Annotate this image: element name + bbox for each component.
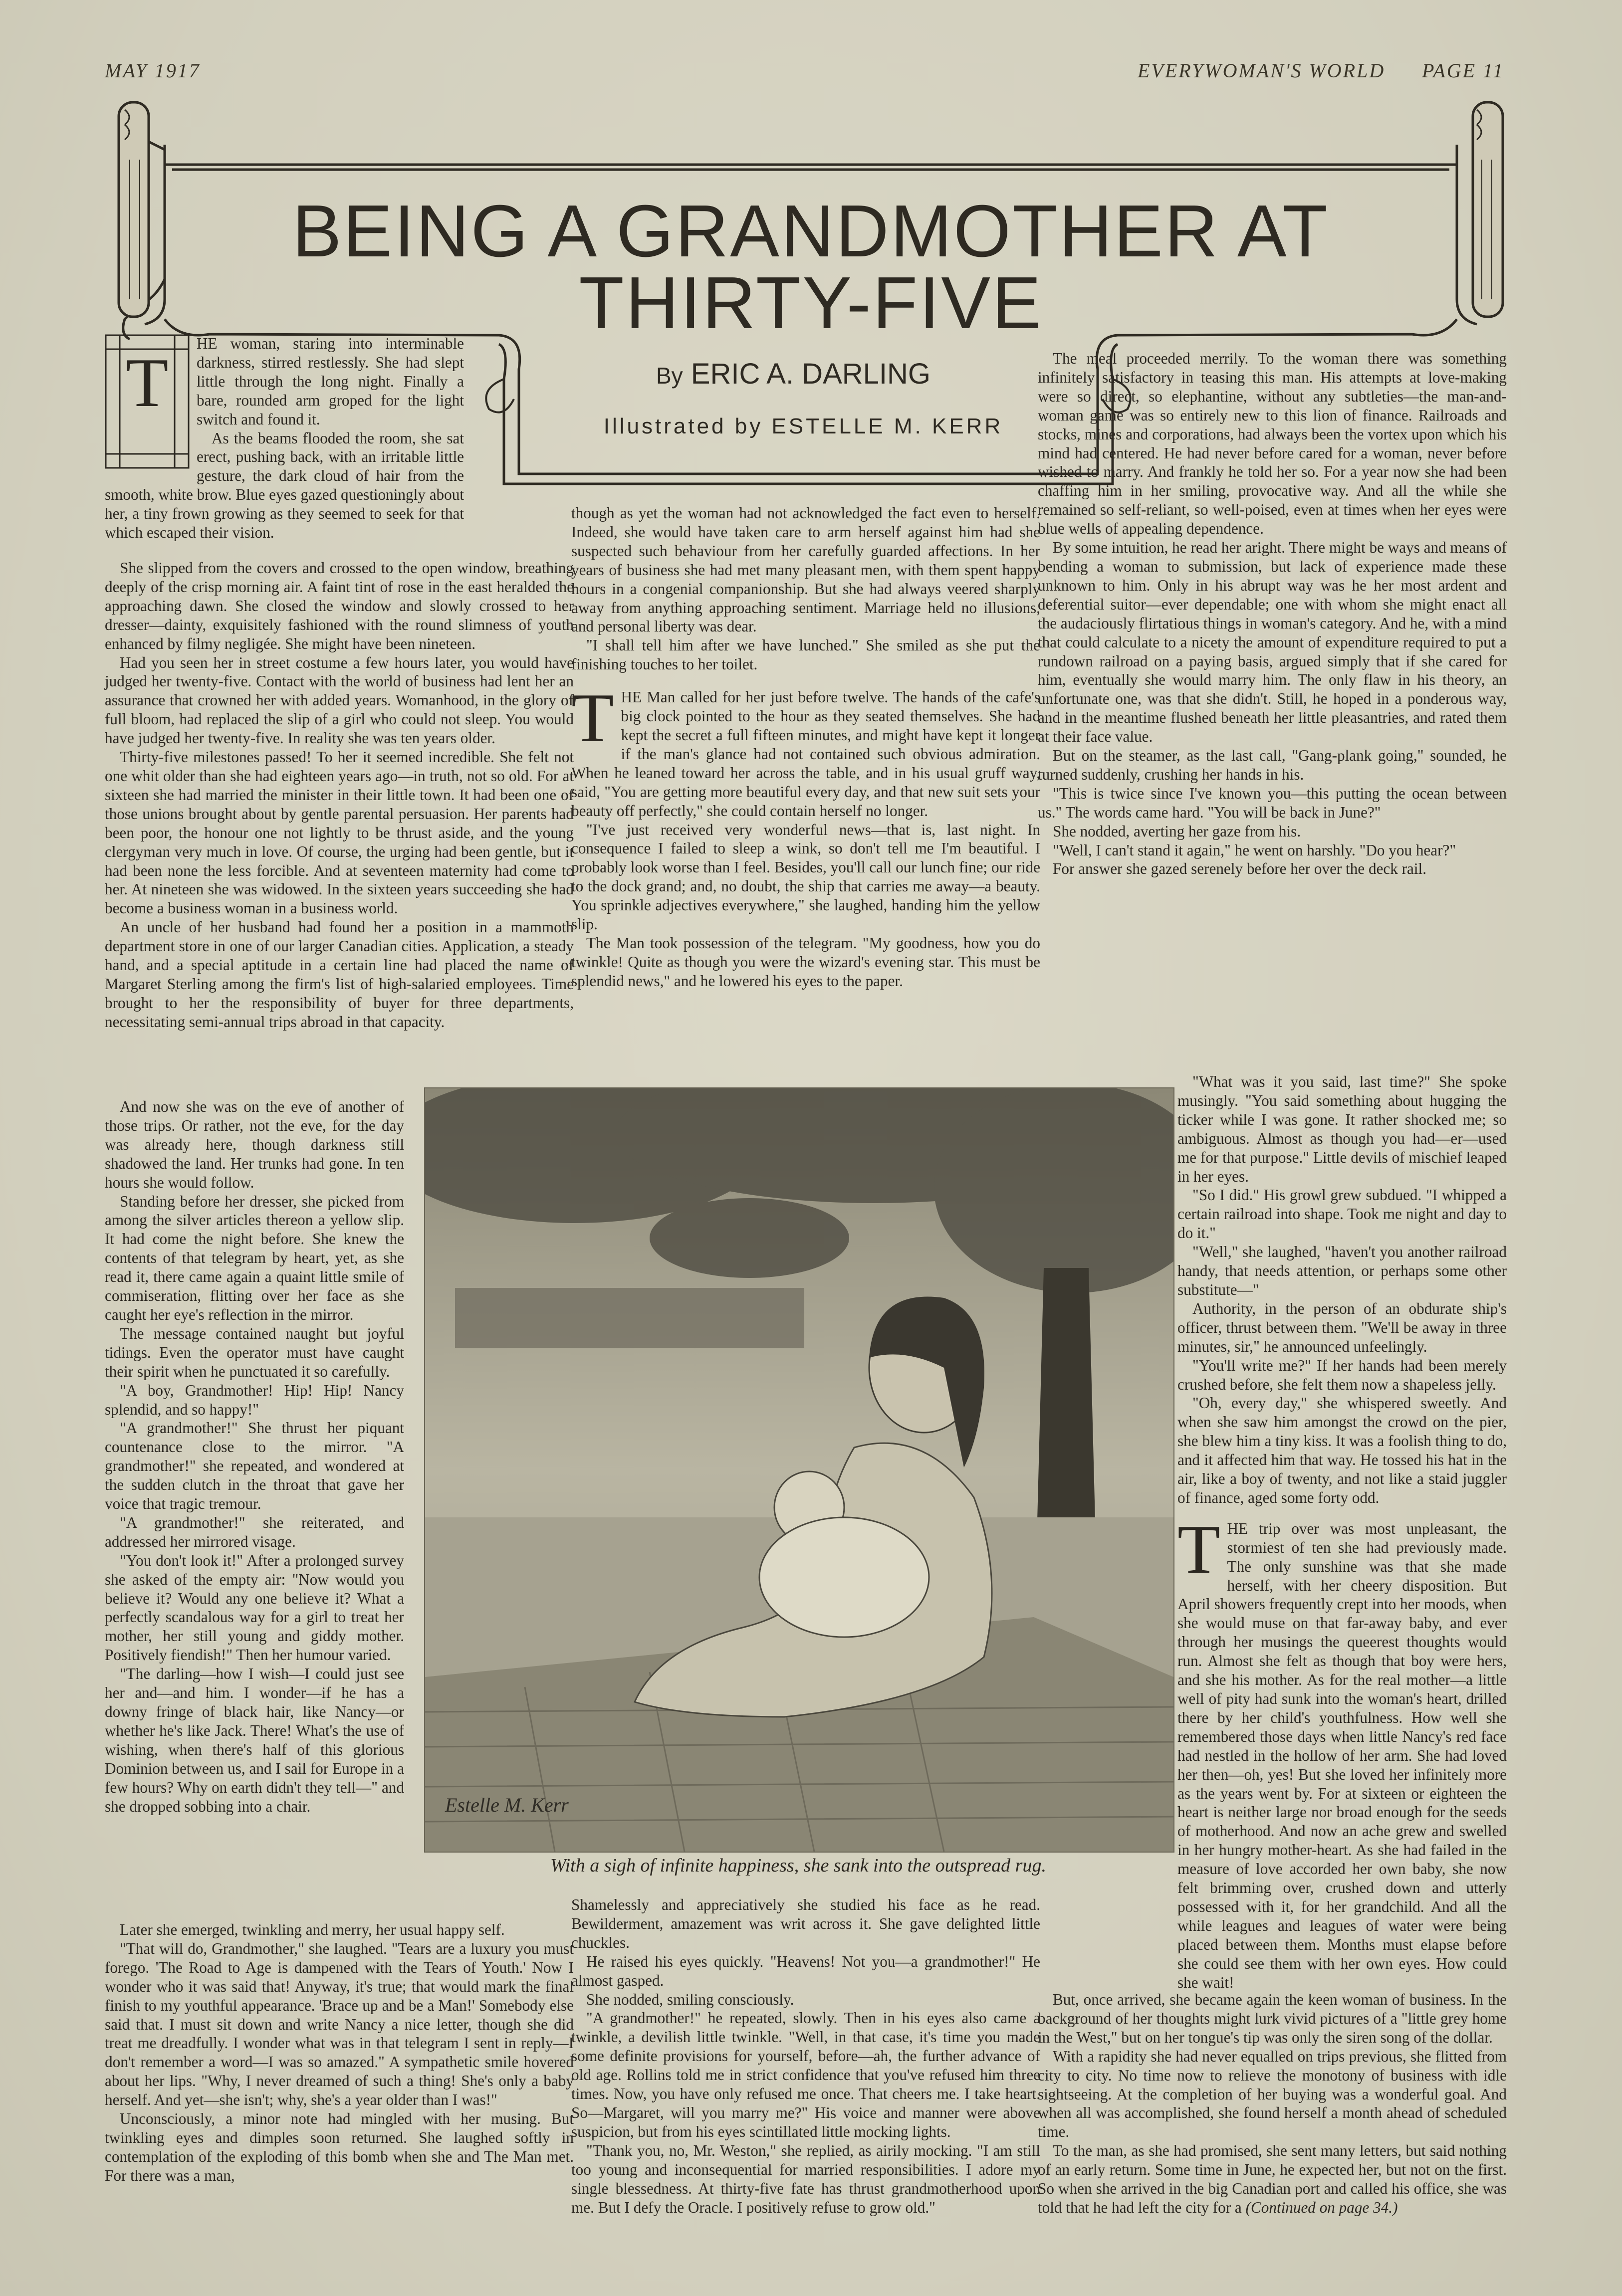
column-3-upper: [1038, 349, 1507, 878]
paragraph: She slipped from the covers and crossed to the open window, breathing deeply of the crisp morning air. A faint tint of rose in the east heralded the approaching dawn. She closed the window and slowly crossed to her dresser—dainty, exquisitely fashioned with the round slimness of youth enhanced by filmy negligée. She might have been nineteen.: [105, 559, 574, 652]
paragraph: He raised his eyes quickly. "Heavens! Not you—a grandmother!" He almost gasped.: [571, 1952, 1040, 1989]
byline: [569, 357, 1018, 391]
paragraph: With a rapidity she had never equalled on trips previous, she flitted from city to city. No time now to relieve the monotony of business with idle sightseeing. At the completion of her buying was a wonderful goal. And when all was accomplished, she found herself a month ahead of scheduled time.: [1038, 2047, 1507, 2141]
paragraph: Unconsciously, a minor note had mingled with her musing. But twinkling eyes and dimples soon returned. She laughed softly in contemplation of the exploding of this bomb when she and The Man met. For there was a man,: [105, 2110, 574, 2184]
paragraph: Later she emerged, twinkling and merry, her usual happy self.: [120, 1921, 505, 1938]
paragraph: "I've just received very wonderful news—that is, last night. In consequence I failed to sleep a wink, so don't tell me I'm beautiful. I probably look worse than I feel. Besides, you'll call our lunch fine; our ride to the dock grand; and, no doubt, the ship that carries me away—a beauty. You sprinkle adjectives everywhere," she laughed, handing him the yellow slip.: [571, 821, 1040, 933]
drop-cap-letter: T: [126, 344, 169, 421]
paragraph: "A grandmother!" she reiterated, and addressed her mirrored visage.: [105, 1513, 404, 1550]
paragraph: The Man took possession of the telegram. "My goodness, how you do twinkle! Quite as though you were the wizard's evening star. This must be splendid news," and he lowered his eyes to the paper.: [571, 934, 1040, 990]
magazine-name: EVERYWOMAN'S WORLD: [1138, 59, 1386, 82]
paragraph: For answer she gazed serenely before her over the deck rail.: [1053, 860, 1427, 878]
issue-date: MAY 1917: [105, 59, 201, 82]
illustration-drawing: [425, 1088, 1173, 1852]
paragraph: "I shall tell him after we have lunched." She smiled as she put the finishing touches to her toilet.: [571, 636, 1040, 673]
paragraph-text: HE trip over was most unpleasant, the stormiest of ten she had previously made. The only sunshine was that she made herself, with her cheery disposition. But April showers frequently crept into her moods, when she would muse on that far-away baby, and ever through her musings the queerest thoughts would run. Almost she felt as though that boy were hers, and she his mother. As for the real mother—a little well of pity had sunk into the woman's heart, drilled there by her child's youthfulness. How well she remembered those days when little Nancy's red face had nestled in the hollow of her arm. She had loved her then—oh, yes! But she loved her infinitely more as the years went by. For at sixteen or eighteen the heart is neither large nor broad enough for the seeds of motherhood. And now an ache grew and swelled in her hungry mother-heart. As she had failed in the measure of love accorded her own baby, she now felt brimming over, crushed down and utterly possessed with it, for her grandchild. And all the while leagues and leagues of water were being placed between them. Months must elapse before she could see them with her own eyes. How could she wait!: [1177, 1519, 1507, 1991]
column-1-top: [105, 334, 464, 542]
illustration-caption: With a sigh of infinite happiness, she sank into the outspread rug.: [550, 1855, 1046, 1876]
ornamental-drop-cap: [105, 334, 190, 469]
paragraph: Shamelessly and appreciatively she studied his face as he read. Bewilderment, amazement was writ across it. She gave delighted little chuckles.: [571, 1896, 1040, 1951]
column-1-bottom: [105, 1920, 574, 2185]
column-2-upper: [571, 504, 1040, 991]
paragraph: "Well," she laughed, "haven't you another railroad handy, that needs attention, or perhaps some other substitute—": [1177, 1243, 1507, 1298]
paragraph-text: To the man, as she had promised, she sent many letters, but said nothing of an early return. Some time in June, he expected her, but not on the first. So when she arrived in the big Canadian port and called his office, she was told that he had left the city for a: [1038, 2142, 1507, 2216]
paragraph: The meal proceeded merrily. To the woman there was something infinitely satisfactory in teasing this man. His attempts at love-making were so direct, so elephantine, without any subtleties—the man-and-woman game was so entirely new to this lion of finance. Railroads and stocks, mines and corporations, had always been the vortex upon which his mind had centered. He had never before cared for a woman, never before wished to marry. And frankly he told her so. For a year now she had been chaffing him in her smiling, provocative way. And all the while she remained so self-reliant, so well-poised, even at times when her eyes were blue wells of appealing dependence.: [1038, 350, 1507, 538]
paragraph: Had you seen her in street costume a few hours later, you would have judged her twenty-five. Contact with the world of business had lent her an assurance that crowned her with added years. Womanhood, in the glory of full bloom, had replaced the slip of a girl who could not sleep. You would have judged her twenty-five. In reality she was ten years older.: [105, 653, 574, 747]
title-line-1: BEING A GRANDMOTHER AT: [292, 190, 1330, 272]
illustrator-credit: Illustrated by ESTELLE M. KERR: [603, 414, 1003, 438]
column-3-bottom: [1038, 1990, 1507, 2217]
paragraph: The message contained naught but joyful tidings. Even the operator must have caught their spirit when he punctuated it so carefully.: [105, 1324, 404, 1380]
column-1-narrow: [105, 1097, 404, 1816]
article-title: [269, 190, 1352, 344]
paragraph: though as yet the woman had not acknowledged the fact even to herself. Indeed, she would have taken care to arm herself against him had she suspected such behaviour from her carefully guarded affections. In her years of business she had met many pleasant men, with them spent happy hours in a congenial companionship. But she had always veered sharply away from anything approaching sentiment. Marriage held no illusions, and personal liberty was dear.: [571, 504, 1040, 635]
paragraph: "A boy, Grandmother! Hip! Hip! Nancy splendid, and so happy!": [105, 1381, 404, 1418]
drop-cap-letter: T: [571, 679, 614, 757]
paragraph: "Thank you, no, Mr. Weston," she replied, as airily mocking. "I am still too young and inconsequential for married responsibilities. I adore my single blessedness. At thirty-five fate has thrust grandmotherhood upon me. But I defy the Oracle. I positively refuse to grow old.": [571, 2141, 1040, 2216]
paragraph: As the beams flooded the room, she sat erect, pushing back, with an irritable little gesture, the dark cloud of hair from the smooth, white brow. Blue eyes gazed questioningly about her, a tiny frown growing as they seemed to seek for that which escaped their vision.: [105, 429, 464, 542]
paragraph: "This is twice since I've known you—this putting the ocean between us." The words came hard. "You will be back in June?": [1038, 784, 1507, 821]
paragraph: Standing before her dresser, she picked from among the silver articles thereon a yellow slip. It had come the night before. She knew the contents of that telegram by heart, yet, as she read it, there came again a quaint little smile of commiseration, flitting over her face as she caught her eye's reflection in the mirror.: [105, 1192, 404, 1323]
paragraph: [1038, 2141, 1507, 2217]
paragraph: But on the steamer, as the last call, "Gang-plank going," sounded, he turned suddenly, crushing her hands in his.: [1038, 747, 1507, 783]
title-line-2: THIRTY-FIVE: [579, 262, 1043, 344]
paragraph: "A grandmother!" She thrust her piquant countenance close to the mirror. "A grandmother!" she repeated, and wondered at the sudden clutch in the throat that gave her voice that tragic tremour.: [105, 1419, 404, 1513]
page-number: PAGE 11: [1422, 59, 1505, 82]
continued-note: (Continued on page 34.): [1245, 2198, 1398, 2216]
paragraph: "Well, I can't stand it again," he went on harshly. "Do you hear?": [1053, 841, 1456, 859]
paragraph: By some intuition, he read her aright. There might be ways and means of bending a woman to submission, but lack of experience made these unknown to him. Only in his abrupt way was he her most ardent and deferential suitor—ever dependable; one with whom she might enact all the audaciously flirtatious things in woman's category. And he, with a mind that could calculate to a nicety the amount of expenditure required to put a rundown railroad on a paying basis, argued simply that if she cared for him, eventually she would marry him. The only flaw in his theory, an unfortunate one, was that she didn't. Still, he hoped in a ponderous way, and in the meantime flushed beneath her little pleasantries, and rated them at their face value.: [1038, 539, 1507, 746]
paragraph: HE woman, staring into interminable darkness, stirred restlessly. She had slept little through the long night. Finally a bare, rounded arm groped for the light switch and found it.: [197, 335, 464, 428]
author-name: ERIC A. DARLING: [691, 358, 931, 390]
column-1-upper: [105, 559, 574, 1032]
column-2-bottom: [571, 1895, 1040, 2217]
paragraph: Authority, in the person of an obdurate ship's officer, thrust between them. "We'll be away in three minutes, sir," he announced unfeelingly.: [1177, 1299, 1507, 1355]
paragraph: [571, 679, 1040, 820]
paragraph: An uncle of her husband had found her a position in a mammoth department store in one of our larger Canadian cities. Application, a steady hand, and a special aptitude in a certain line had placed the name of Margaret Sterling among the firm's list of high-salaried employees. Time brought to her the responsibility of buyer for three departments, necessitating semi-annual trips abroad in that capacity.: [105, 918, 574, 1031]
illustrator-signature: Estelle M. Kerr: [445, 1794, 569, 1816]
paragraph: She nodded, averting her gaze from his.: [1053, 822, 1301, 840]
paragraph: "You'll write me?" If her hands had been merely crushed before, she felt them now a shapeless jelly.: [1177, 1356, 1507, 1393]
paragraph: [1177, 1510, 1507, 1992]
paragraph: "The darling—how I wish—I could just see her and—and him. I wonder—if he has a downy fringe of black hair, like Nancy—or whether he's like Jack. There! What's the use of wishing, when there's half of this glorious Dominion between us, and I sail for Europe in a few hours? Why on earth didn't they tell—" and she dropped sobbing into a chair.: [105, 1665, 404, 1815]
paragraph: "A grandmother!" he repeated, slowly. Then in his eyes also came a twinkle, a devilish little twinkle. "Well, in that case, it's time you made some definite provisions for yourself, before—ah, the further advance of old age. Rollins told me in strict confidence that you've refused him three times. Now, you have only refused me once. That cheers me. I take heart. So—Margaret, will you marry me?" His voice and manner were above suspicion, but from his eyes scintillated little mocking lights.: [571, 2009, 1040, 2140]
paragraph: "Oh, every day," she whispered sweetly. And when she saw him amongst the crowd on the pier, she blew him a tiny kiss. It was a foolish thing to do, and it affected him that way. He tossed his hat in the air, like a boy of twenty, and not like a staid juggler of finance, aged some forty odd.: [1177, 1394, 1507, 1506]
paragraph: "That will do, Grandmother," she laughed. "Tears are a luxury you must forego. 'The Road to Age is dampened with the Tears of Youth.' Now I wonder who it was said that! Anyway, it's true; that would mark the final finish to my youthful appearance. 'Brace up and be a Man!' Somebody else said that. I must sit down and write Nancy a nice letter, though she did treat me dreadfully. I wonder what was in that telegram I sent in reply—I don't remember a word—I was so amazed." A sympathetic smile hovered about her lips. "Why, I never dreamed of such a thing! She's only a baby herself. And yet—she isn't; why, she's a year older than I was!": [105, 1939, 574, 2109]
column-3-narrow: [1177, 1072, 1507, 1992]
paragraph: But, once arrived, she became again the keen woman of business. In the background of her thoughts might lurk vivid pictures of a "little grey home in the West," but on her tongue's tip was only the siren song of the dollar.: [1038, 1991, 1507, 2046]
drop-cap-letter: T: [1177, 1510, 1220, 1588]
paragraph: "You don't look it!" After a prolonged survey she asked of the empty air: "Now would you believe it? Would any one believe it? What a perfectly scandalous way for a girl to treat her mother, her still young and giddy mother. Positively fiendish!" Then her humour varied.: [105, 1551, 404, 1664]
paragraph: "So I did." His growl grew subdued. "I whipped a certain railroad into shape. Took me night and day to do it.": [1177, 1186, 1507, 1242]
paragraph: "What was it you said, last time?" She spoke musingly. "You said something about hugging the ticker while I was gone. It rather shocked me; so ambiguous. Almost as though you had—er—used me for that purpose." Little devils of mischief leaped in her eyes.: [1177, 1073, 1507, 1185]
byline-prefix: By: [656, 363, 683, 389]
illustration-mother-with-baby: [424, 1087, 1174, 1853]
paragraph: And now she was on the eve of another of those trips. Or rather, not the eve, for the day was already here, though darkness still shadowed the land. Her trunks had gone. In ten hours she would follow.: [105, 1098, 404, 1191]
paragraph: She nodded, smiling consciously.: [586, 1990, 794, 2008]
paragraph: Thirty-five milestones passed! To her it seemed incredible. She felt not one whit older than she had eighteen years ago—in truth, not so old. For at sixteen she had married the minister in their little town. It had been one of those unions brought about by gentle parental persuasion. Her parents had been poor, the honour one not lightly to be thrust aside, and the young clergyman very much in love. Of course, the urging had been gentle, but it had been none the less forcible. And at seventeen maternity had come to her. At nineteen she was widowed. In the sixteen years succeeding she had become a business woman in a business world.: [105, 748, 574, 917]
paragraph-text: HE Man called for her just before twelve. The hands of the cafe's big clock pointed to the hour as they seated themselves. She had kept the secret a full fifteen minutes, and might have kept it longer if the man's glance had not contained such obvious admiration. When he leaned toward her across the table, and in his usual gruff way, said, "You are getting more beautiful every day, and that new suit sets your beauty off perfectly," she could contain herself no longer.: [571, 688, 1040, 820]
